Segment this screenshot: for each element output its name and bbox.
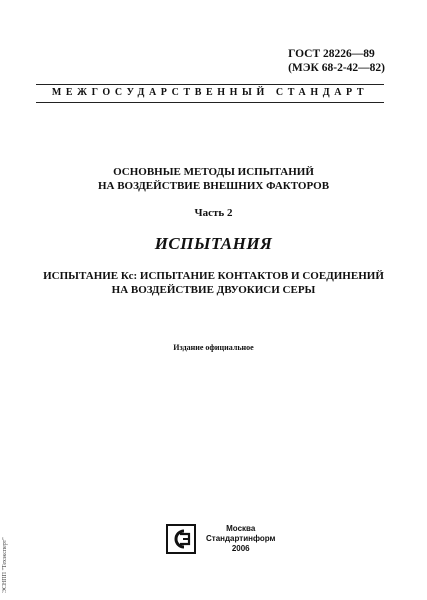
document-subtitle [0, 269, 427, 297]
standard-number-block [288, 47, 385, 75]
edition-label: Издание официальное [173, 343, 254, 352]
standartinform-logo-icon [166, 524, 196, 554]
header-rule-bottom [36, 102, 384, 103]
iec-number: (МЭК 68-2-42—82) [288, 62, 385, 74]
interstate-standard-label: МЕЖГОСУДАРСТВЕННЫЙ СТАНДАРТ [51, 87, 369, 98]
publisher-city: Москва [226, 524, 256, 533]
publisher-block [166, 522, 275, 556]
gost-number: ГОСТ 28226—89 [288, 48, 375, 60]
publisher-year: 2006 [231, 544, 250, 553]
main-heading: ИСПЫТАНИЯ [154, 234, 273, 253]
publisher-name: Стандартинформ [206, 534, 276, 543]
side-stamp [2, 513, 12, 593]
title-line-1: ОСНОВНЫЕ МЕТОДЫ ИСПЫТАНИЙ [113, 166, 314, 178]
subtitle-line-1: ИСПЫТАНИЕ Кс: ИСПЫТАНИЕ КОНТАКТОВ И СОЕДИНЕНИЙ [43, 270, 384, 282]
side-stamp-text: ЭСНПП "Техэксперт" [2, 537, 8, 593]
document-title [0, 165, 427, 193]
subtitle-line-2: НА ВОЗДЕЙСТВИЕ ДВУОКИСИ СЕРЫ [111, 284, 316, 296]
publisher-text [206, 524, 275, 554]
title-line-2: НА ВОЗДЕЙСТВИЕ ВНЕШНИХ ФАКТОРОВ [97, 180, 330, 192]
header-rule-top [36, 84, 384, 85]
part-label: Часть 2 [194, 207, 233, 219]
